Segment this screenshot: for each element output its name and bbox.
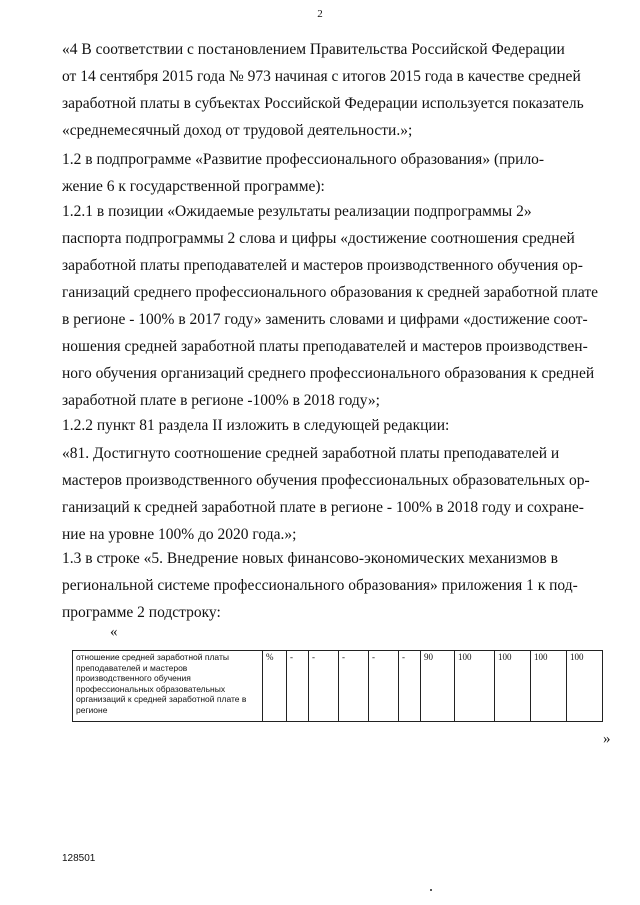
paragraph-item-8-1: «81. Достигнуто соотношение средней заработной платы преподавателей и мастеров производственного обучения профессиональных образовательных ор- ганизаций к средней заработной плате в регионе - 100% в 2018 году и сохране- ние на уровне 100% до 2020 года.»; <box>62 445 590 543</box>
indicator-name-cell: отношение средней заработной платы преподавателей и мастеров производственного обучения профессиональных образовательных организаций к средней заработной плате в регионе <box>73 651 263 722</box>
paragraph-1-2-2: 1.2.2 пункт 81 раздела II изложить в следующей редакции: <box>62 417 450 434</box>
paragraph-footnote-4: «4 В соответствии с постановлением Правительства Российской Федерации от 14 сентября 2015 года № 973 начиная с итогов 2015 года в качестве средней заработной платы в субъектах Российской Федерации используется показатель «среднемесячный доход от трудовой деятельности.»; <box>62 41 584 139</box>
document-code: 128501 <box>62 853 96 864</box>
value-cell: 100 <box>567 651 603 722</box>
value-cell: - <box>369 651 399 722</box>
indicator-table <box>72 650 603 722</box>
value-cell: - <box>339 651 369 722</box>
paragraph-1-2: 1.2 в подпрограмме «Развитие профессионального образования» (прило- жение 6 к государственной программе): <box>62 151 545 195</box>
value-cell: 100 <box>455 651 495 722</box>
unit-cell: % <box>263 651 287 722</box>
value-cell: 100 <box>531 651 567 722</box>
scan-mark <box>430 889 432 891</box>
table-row <box>73 651 603 722</box>
value-cell: 100 <box>495 651 531 722</box>
value-cell: - <box>399 651 421 722</box>
page-number: 2 <box>317 8 323 20</box>
value-cell: - <box>287 651 309 722</box>
table-open-quote: « <box>110 624 118 640</box>
paragraph-1-3: 1.3 в строке «5. Внедрение новых финансово-экономических механизмов в региональной системе профессионального образования» приложения 1 к под- программе 2 подстроку: <box>62 550 578 621</box>
value-cell: 90 <box>421 651 455 722</box>
value-cell: - <box>309 651 339 722</box>
table-close-quote: » <box>603 731 611 747</box>
paragraph-1-2-1: 1.2.1 в позиции «Ожидаемые результаты реализации подпрограммы 2» паспорта подпрограммы 2 слова и цифры «достижение соотношения средней заработной платы преподавателей и мастеров производственного обучения ор- ганизаций среднего профессионального образования к средней заработной плате в регионе - 100% в 2017 году» заменить словами и цифрами «достижение соот- ношения средней заработной платы преподавателей и мастеров производствен- ного обучения организаций среднего профессионального образования к средней заработной плате в регионе -100% в 2018 году»; <box>62 203 599 409</box>
